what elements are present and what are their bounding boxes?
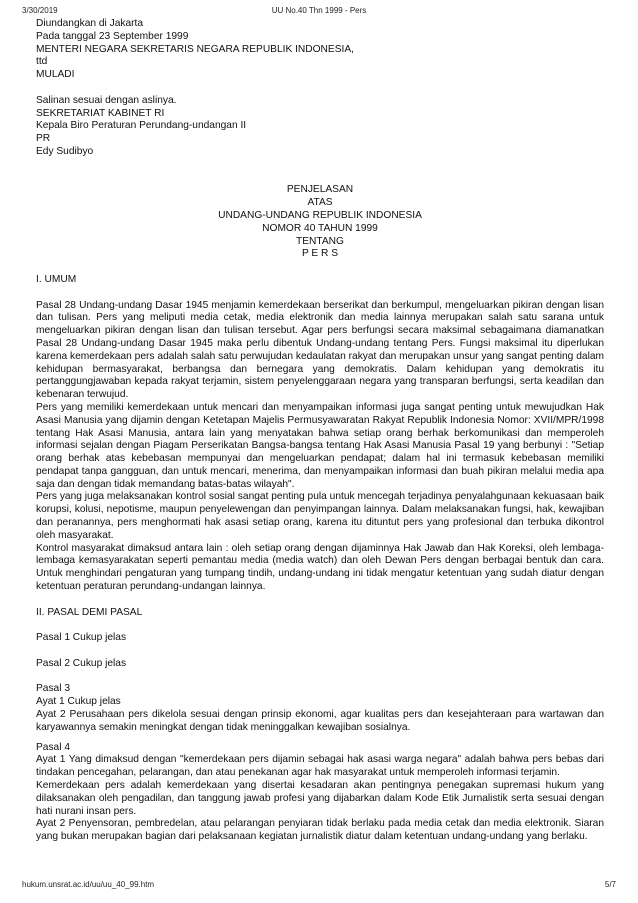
- pasal-4-ayat: Ayat 1 Yang dimaksud dengan "kemerdekaan pers dijamin sebagai hak asasi warga negara" adalah bahwa pers bebas dari tindakan pencegahan, pelarangan, dan atau penekanan agar hak masyarakat untuk memperoleh informasi terjamin.: [36, 754, 604, 779]
- section-heading-umum: I. UMUM: [36, 273, 77, 285]
- title-line: UNDANG-UNDANG REPUBLIK INDONESIA: [218, 209, 422, 221]
- pasal-3-title: Pasal 3: [36, 683, 70, 695]
- signature-line: Pada tanggal 23 September 1999: [36, 30, 189, 42]
- title-line: NOMOR 40 TAHUN 1999: [262, 222, 378, 234]
- page-number: 5/7: [604, 880, 616, 889]
- signature-line: MULADI: [36, 69, 75, 81]
- title-line: ATAS: [307, 197, 333, 209]
- copy-line: PR: [36, 133, 51, 145]
- signature-line: ttd: [36, 56, 48, 68]
- copy-certification-block: [36, 95, 604, 159]
- umum-paragraph: Pasal 28 Undang-undang Dasar 1945 menjamin kemerdekaan berserikat dan berkumpul, mengeluarkan pikiran dengan lisan dan tulisan. Pers yang meliputi media cetak, media elektronik dan media lainnya merupakan salah satu sarana untuk mengeluarkan pikiran dengan lisan dan tulisan tersebut. Agar pers berfungsi secara maksimal sebagaimana diamanatkan Pasal 28 Undang-undang Dasar 1945 maka perlu dibentuk Undang-undang tentang Pers. Fungsi maksimal itu diperlukan karena kemerdekaan pers adalah salah satu perwujudan kedaulatan rakyat dan merupakan unsur yang sangat penting dalam kehidupan bermasyarakat, berbangsa dan bernegara yang demokratis. Dalam kehidupan yang demokratis itu pertanggungjawaban kepada rakyat terjamin, sistem penyelenggaraan negara yang transparan berfungsi, serta keadilan dan kebenaran terwujud.: [36, 299, 604, 401]
- signature-line: Diundangkan di Jakarta: [36, 18, 144, 29]
- copy-line: SEKRETARIAT KABINET RI: [36, 107, 165, 119]
- pasal-4-ayat: Ayat 2 Penyensoran, pembredelan, atau pelarangan penyiaran tidak berlaku pada media cetak dan media elektronik. Siaran yang bukan merupakan bagian dari pelaksanaan kegiatan jurnalistik diatur dalam ketentuan undang-undang yang berlaku.: [36, 818, 604, 843]
- umum-paragraph: Pers yang juga melaksanakan kontrol sosial sangat penting pula untuk mencegah terjadinya penyalahgunaan kekuasaan baik korupsi, kolusi, nepotisme, maupun penyelewengan dan penyimpangan lainnya. Dalam melaksanakan fungsi, hak, kewajiban dan peranannya, pers menghormati hak asasi setiap orang, karena itu dituntut pers yang profesional dan terbuka dikontrol oleh masyarakat.: [36, 491, 604, 541]
- title-line: PENJELASAN: [286, 184, 354, 196]
- copy-line: Kepala Biro Peraturan Perundang-undangan II: [36, 120, 247, 132]
- umum-paragraph: Kontrol masyarakat dimaksud antara lain : oleh setiap orang dengan dijaminnya Hak Jawab dan Hak Koreksi, oleh lembaga-lembaga kemasyarakatan seperti pemantau media (media watch) dan oleh Dewan Pers dengan berbagai bentuk dan cara. Untuk menghindari pengaturan yang tumpang tindih, undang-undang ini tidak mengatur ketentuan yang sudah diatur dengan ketentuan peraturan perundang-undangan lainnya.: [36, 542, 604, 593]
- section-heading-pasal: II. PASAL DEMI PASAL: [36, 606, 143, 618]
- signature-block: [36, 18, 604, 82]
- document-body: [36, 18, 604, 844]
- print-title: UU No.40 Thn 1999 - Pers: [271, 6, 367, 15]
- pasal-4-title: Pasal 4: [36, 741, 70, 753]
- pasal-1: Pasal 1 Cukup jelas: [36, 632, 127, 644]
- footer-url: hukum.unsrat.ac.id/uu/uu_40_99.htm: [22, 880, 155, 889]
- pasal-3-ayat: Ayat 1 Cukup jelas: [36, 696, 121, 708]
- print-date: 3/30/2019: [22, 6, 58, 15]
- signature-line: MENTERI NEGARA SEKRETARIS NEGARA REPUBLIK INDONESIA,: [36, 43, 354, 55]
- copy-line: Salinan sesuai dengan aslinya.: [36, 94, 177, 106]
- pasal-2: Pasal 2 Cukup jelas: [36, 657, 127, 669]
- title-line: TENTANG: [296, 235, 344, 247]
- pasal-3-ayat: Ayat 2 Perusahaan pers dikelola sesuai dengan prinsip ekonomi, agar kualitas pers dan kesejahteraan para wartawan dan karyawannya semakin meningkat dengan tidak meninggalkan kewajiban sosialnya.: [36, 709, 604, 733]
- pasal-4-ayat: Kemerdekaan pers adalah kemerdekaan yang disertai kesadaran akan pentingnya penegakan supremasi hukum yang dilaksanakan oleh pengadilan, dan tanggung jawab profesi yang dijabarkan dalam Kode Etik Jurnalistik serta sesuai dengan hati nurani insan pers.: [36, 780, 604, 817]
- copy-line: Edy Sudibyo: [36, 145, 94, 157]
- title-block: [36, 184, 604, 261]
- print-footer: [0, 880, 638, 892]
- print-header: [0, 6, 638, 18]
- title-line: P E R S: [301, 248, 339, 260]
- umum-paragraph: Pers yang memiliki kemerdekaan untuk mencari dan menyampaikan informasi juga sangat penting untuk mewujudkan Hak Asasi Manusia yang dijamin dengan Ketetapan Majelis Permusyawaratan Rakyat Republik Indonesia Nomor: XVII/MPR/1998 tentang Hak Asasi Manusia, antara lain yang menyatakan bahwa setiap orang berhak berkomunikasi dan memperoleh informasi sejalan dengan Piagam Perserikatan Bangsa-bangsa tentang Hak Asasi Manusia Pasal 19 yang berbunyi : "Setiap orang berhak atas kebebasan mempunyai dan mengeluarkan pendapat; dalam hal ini termasuk kebebasan memiliki pendapat tanpa gangguan, dan untuk mencari, menerima, dan menyampaikan informasi dan buah pikiran melalui media apa saja dan dengan tidak memandang batas-batas wilayah".: [36, 401, 604, 490]
